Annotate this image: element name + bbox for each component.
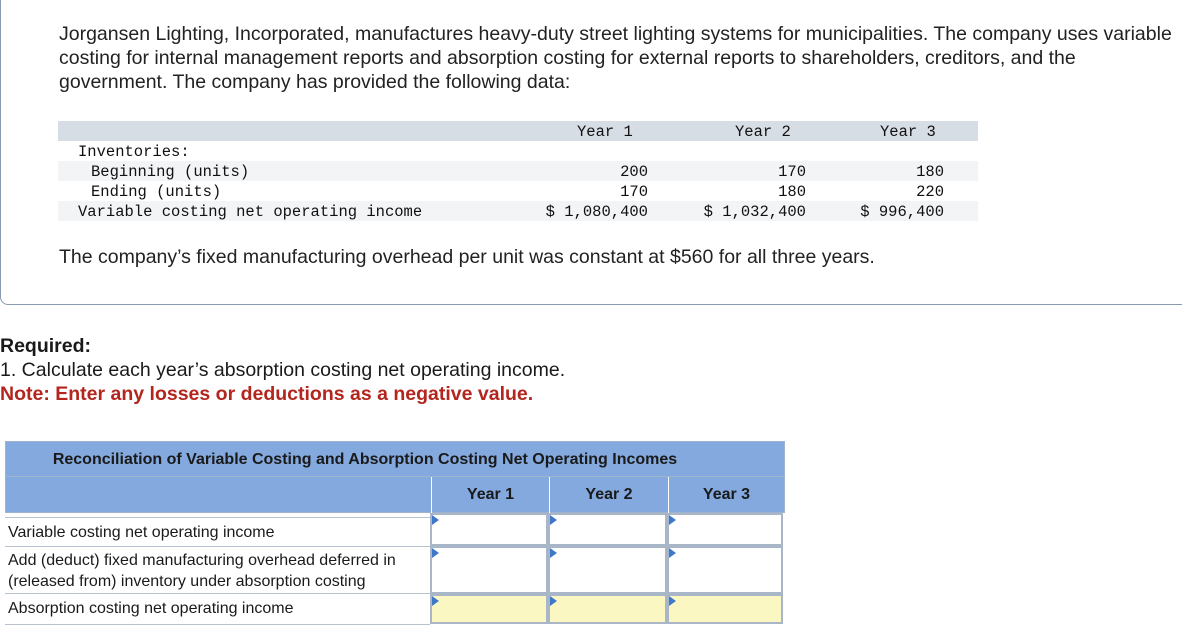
input-marker-icon	[550, 548, 557, 558]
reconciliation-title: Reconciliation of Variable Costing and Absorption Costing Net Operating Incomes	[5, 441, 785, 477]
recon-row-label-ac: Absorption costing net operating income	[5, 594, 430, 625]
data-section-label: Inventories:	[78, 143, 190, 161]
input-marker-icon	[550, 515, 557, 525]
recon-input-adjust-year-3[interactable]	[667, 546, 783, 594]
data-row-vc-noi	[58, 201, 978, 221]
data-value: $ 1,080,400	[545, 203, 648, 221]
data-row-label: Variable costing net operating income	[78, 203, 423, 221]
data-value: 180	[916, 163, 944, 181]
input-marker-icon	[550, 596, 557, 606]
recon-col-year-2: Year 2	[549, 477, 668, 513]
data-row-beginning	[58, 161, 978, 181]
recon-input-adjust-year-2[interactable]	[548, 546, 667, 594]
data-table-header	[58, 121, 978, 141]
data-row-label: Ending (units)	[91, 183, 222, 201]
data-value: 180	[778, 183, 806, 201]
data-value: $ 1,032,400	[703, 203, 806, 221]
data-value: $ 996,400	[860, 203, 944, 221]
recon-input-ac-year-1[interactable]	[430, 594, 548, 624]
data-value: 220	[916, 183, 944, 201]
intro-paragraph: Jorgansen Lighting, Incorporated, manufactures heavy-duty street lighting systems for municipalities. The company uses variable costing for internal management reports and absorption costing for external reports to shareholders, creditors, and the government. The company has provided the following data:	[59, 23, 1172, 93]
input-marker-icon	[432, 596, 439, 606]
data-col-year-2: Year 2	[735, 123, 791, 141]
data-value: 170	[620, 183, 648, 201]
recon-input-ac-year-2[interactable]	[548, 594, 667, 624]
required-title: Required:	[0, 335, 92, 357]
overhead-note: The company’s fixed manufacturing overhead per unit was constant at $560 for all three years.	[59, 246, 875, 268]
data-col-year-1: Year 1	[577, 123, 633, 141]
recon-row-label-vc: Variable costing net operating income	[5, 517, 430, 547]
input-marker-icon	[669, 548, 676, 558]
recon-row-label-adjust: Add (deduct) fixed manufacturing overhead deferred in (released from) inventory under absorption costing	[5, 547, 430, 594]
problem-panel	[0, 0, 1182, 305]
input-marker-icon	[432, 548, 439, 558]
recon-input-ac-year-3[interactable]	[667, 594, 783, 624]
recon-col-year-3: Year 3	[668, 477, 784, 513]
recon-col-year-1: Year 1	[431, 477, 549, 513]
input-marker-icon	[669, 596, 676, 606]
required-note: Note: Enter any losses or deductions as a negative value.	[0, 383, 534, 405]
recon-input-adjust-year-1[interactable]	[430, 546, 548, 594]
data-row-ending	[58, 181, 978, 201]
input-marker-icon	[669, 515, 676, 525]
data-value: 170	[778, 163, 806, 181]
data-section-row	[58, 141, 978, 161]
recon-input-vc-year-3[interactable]	[667, 513, 783, 546]
data-col-year-3: Year 3	[880, 123, 936, 141]
reconciliation-header	[5, 477, 785, 513]
data-row-label: Beginning (units)	[91, 163, 250, 181]
required-section	[0, 334, 565, 406]
recon-input-vc-year-1[interactable]	[430, 513, 548, 546]
required-item: 1. Calculate each year’s absorption costing net operating income.	[0, 359, 566, 381]
data-value: 200	[620, 163, 648, 181]
input-marker-icon	[432, 515, 439, 525]
recon-input-vc-year-2[interactable]	[548, 513, 667, 546]
